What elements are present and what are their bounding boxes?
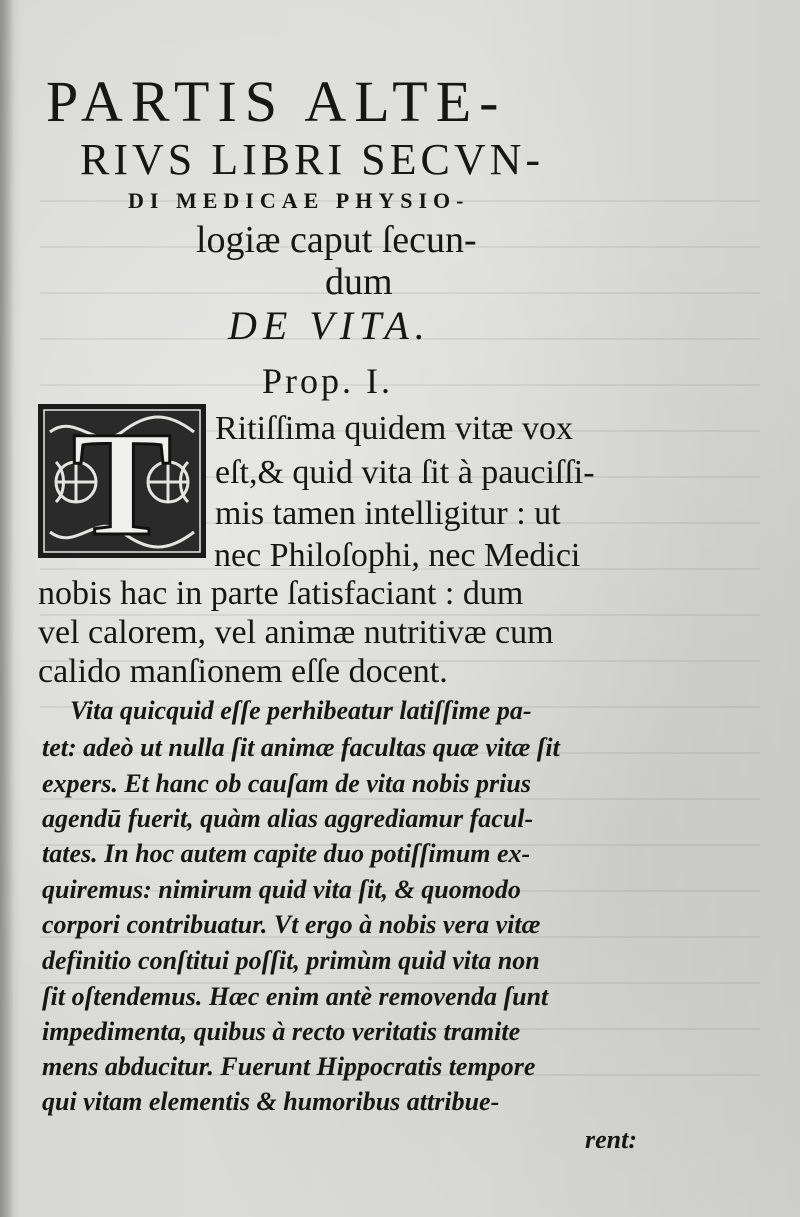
commentary-line: tates. In hoc autem capite duo potiſſimum ex- [42, 839, 531, 868]
decorated-initial-icon [36, 402, 208, 560]
commentary-line: definitio conſtitui poſſit, primùm quid vita non [42, 946, 540, 975]
commentary-line: quiremus: nimirum quid vita ſit, & quomodo [42, 875, 521, 904]
page-gutter-shadow [0, 0, 14, 1217]
text-line: nobis hac in parte ſatisfaciant : dum [38, 575, 524, 612]
heading-line-1: PARTIS ALTE- [46, 69, 507, 134]
heading-line-4: logiæ caput ſecun- [196, 219, 477, 261]
proposition-label: Prop. I. [262, 361, 393, 401]
commentary-line: mens abducitur. Fuerunt Hippocratis tempore [42, 1052, 536, 1081]
drop-cap-letter: T [71, 402, 173, 560]
text-line: calido manſionem eſſe docent. [38, 653, 448, 690]
commentary-line: Vita quicquid eſſe perhibeatur latiſſime pa- [70, 696, 532, 725]
heading-line-3: DI MEDICAE PHYSIO- [128, 188, 470, 213]
text-line: nec Philoſophi, nec Medici [214, 537, 581, 574]
text-line: eſt,& quid vita ſit à pauciſſi- [215, 454, 595, 491]
text-line: Ritiſſima quidem vitæ vox [215, 410, 573, 447]
commentary-line: agendū fuerit, quàm alias aggrediamur facul- [42, 804, 534, 833]
commentary-line: qui vitam elementis & humoribus attribue- [42, 1087, 500, 1116]
commentary-line: impedimenta, quibus à recto veritatis tramite [42, 1017, 521, 1046]
commentary-line: tet: adeò ut nulla ſit animæ facultas quæ vitæ ſit [42, 733, 560, 762]
text-line: mis tamen intelligitur : ut [215, 495, 561, 532]
heading-line-5: dum [325, 261, 393, 303]
text-line: vel calorem, vel animæ nutritivæ cum [38, 614, 554, 651]
catchword: rent: [585, 1125, 637, 1154]
heading-line-2: RIVS LIBRI SECVN- [80, 135, 545, 184]
commentary-line: expers. Et hanc ob cauſam de vita nobis prius [42, 769, 531, 798]
commentary-line: corpori contribuatur. Vt ergo à nobis vera vitæ [42, 910, 541, 939]
commentary-line: ſit oſtendemus. Hæc enim antè removenda ſunt [42, 982, 549, 1011]
section-title: DE VITA. [228, 303, 431, 348]
